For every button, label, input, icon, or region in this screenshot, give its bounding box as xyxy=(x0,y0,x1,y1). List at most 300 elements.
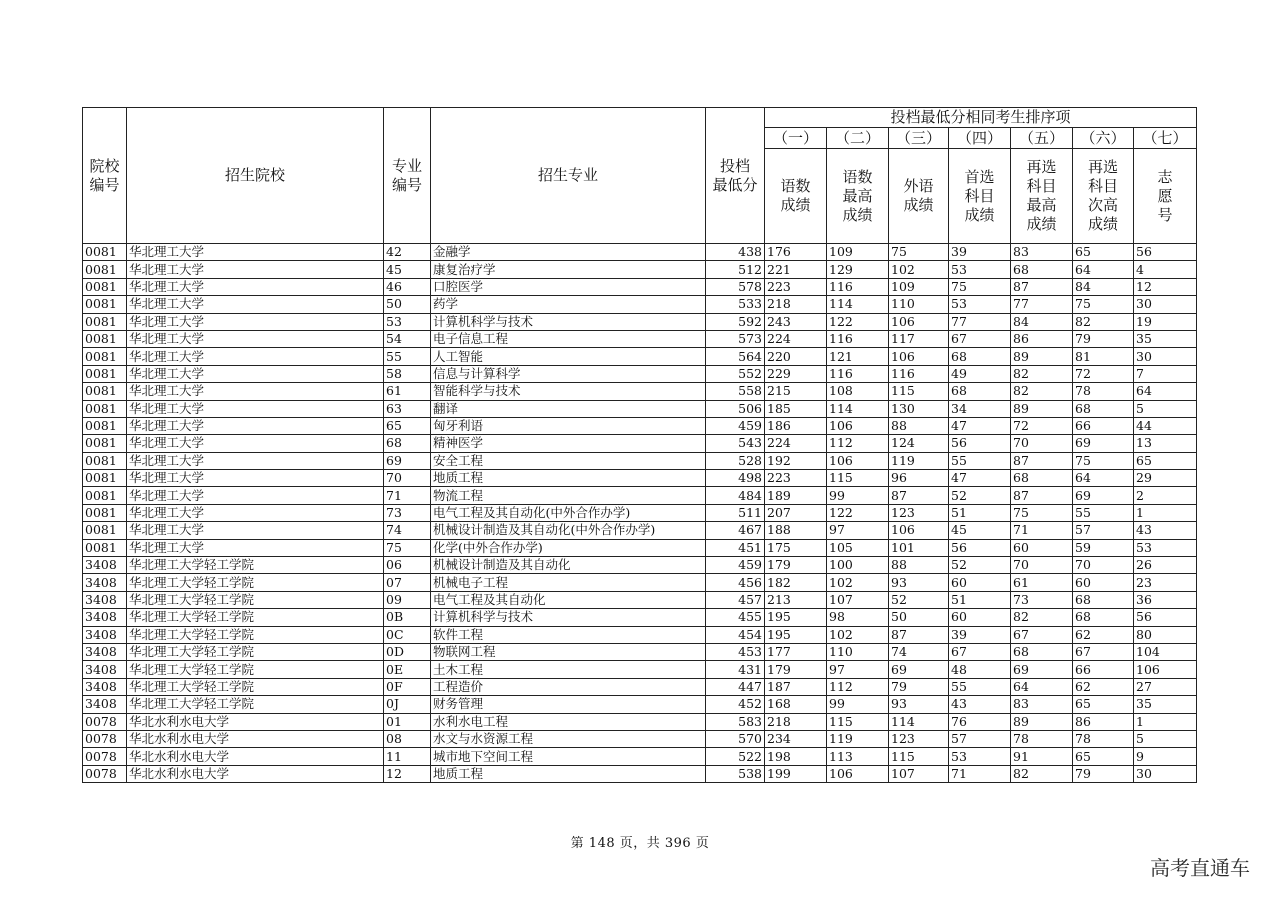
preference-number-cell: 64 xyxy=(1134,383,1197,400)
major-name-cell: 计算机科学与技术 xyxy=(431,313,706,330)
table-row xyxy=(83,609,1197,626)
reselect-second-cell: 57 xyxy=(1073,522,1134,539)
major-name-cell: 城市地下空间工程 xyxy=(431,748,706,765)
chinese-math-max-cell: 99 xyxy=(827,696,889,713)
chinese-math-cell: 234 xyxy=(765,730,827,747)
preference-number-cell: 27 xyxy=(1134,678,1197,695)
reselect-second-cell: 66 xyxy=(1073,661,1134,678)
reselect-highest-cell: 83 xyxy=(1011,244,1073,261)
major-code-cell: 73 xyxy=(384,504,431,521)
reselect-second-cell: 67 xyxy=(1073,643,1134,660)
header-ranking-group-title: 投档最低分相同考生排序项 xyxy=(765,108,1197,128)
first-choice-cell: 47 xyxy=(949,470,1011,487)
major-name-cell: 智能科学与技术 xyxy=(431,383,706,400)
chinese-math-cell: 192 xyxy=(765,452,827,469)
min-score-cell: 447 xyxy=(706,678,765,695)
school-code-cell: 0081 xyxy=(83,522,127,539)
school-name-cell: 华北理工大学 xyxy=(127,522,384,539)
first-choice-cell: 75 xyxy=(949,278,1011,295)
chinese-math-cell: 218 xyxy=(765,713,827,730)
foreign-language-cell: 75 xyxy=(889,244,949,261)
major-code-cell: 0E xyxy=(384,661,431,678)
header-first-choice-subject: 首选 科目 成绩 xyxy=(949,149,1011,244)
reselect-second-cell: 69 xyxy=(1073,487,1134,504)
major-name-cell: 工程造价 xyxy=(431,678,706,695)
preference-number-cell: 104 xyxy=(1134,643,1197,660)
chinese-math-max-cell: 116 xyxy=(827,365,889,382)
major-code-cell: 01 xyxy=(384,713,431,730)
table-row xyxy=(83,574,1197,591)
reselect-second-cell: 75 xyxy=(1073,296,1134,313)
preference-number-cell: 12 xyxy=(1134,278,1197,295)
table-row xyxy=(83,661,1197,678)
min-score-cell: 459 xyxy=(706,417,765,434)
reselect-highest-cell: 82 xyxy=(1011,609,1073,626)
reselect-highest-cell: 82 xyxy=(1011,765,1073,782)
header-chinese-math-score: 语数 成绩 xyxy=(765,149,827,244)
table-row xyxy=(83,330,1197,347)
header-major-code: 专业 编号 xyxy=(384,108,431,244)
school-code-cell: 0078 xyxy=(83,748,127,765)
foreign-language-cell: 109 xyxy=(889,278,949,295)
table-row xyxy=(83,365,1197,382)
school-name-cell: 华北理工大学 xyxy=(127,504,384,521)
school-code-cell: 0081 xyxy=(83,278,127,295)
preference-number-cell: 13 xyxy=(1134,435,1197,452)
table-row xyxy=(83,452,1197,469)
reselect-highest-cell: 87 xyxy=(1011,487,1073,504)
table-row xyxy=(83,487,1197,504)
table-row xyxy=(83,591,1197,608)
preference-number-cell: 80 xyxy=(1134,626,1197,643)
reselect-highest-cell: 72 xyxy=(1011,417,1073,434)
major-name-cell: 人工智能 xyxy=(431,348,706,365)
major-code-cell: 58 xyxy=(384,365,431,382)
reselect-highest-cell: 71 xyxy=(1011,522,1073,539)
table-row xyxy=(83,678,1197,695)
chinese-math-cell: 223 xyxy=(765,470,827,487)
table-row xyxy=(83,713,1197,730)
chinese-math-max-cell: 113 xyxy=(827,748,889,765)
reselect-highest-cell: 68 xyxy=(1011,643,1073,660)
major-name-cell: 金融学 xyxy=(431,244,706,261)
major-name-cell: 物联网工程 xyxy=(431,643,706,660)
preference-number-cell: 106 xyxy=(1134,661,1197,678)
school-code-cell: 0081 xyxy=(83,487,127,504)
chinese-math-max-cell: 114 xyxy=(827,400,889,417)
min-score-cell: 522 xyxy=(706,748,765,765)
major-code-cell: 74 xyxy=(384,522,431,539)
first-choice-cell: 39 xyxy=(949,244,1011,261)
first-choice-cell: 47 xyxy=(949,417,1011,434)
reselect-highest-cell: 68 xyxy=(1011,261,1073,278)
preference-number-cell: 65 xyxy=(1134,452,1197,469)
major-name-cell: 康复治疗学 xyxy=(431,261,706,278)
major-name-cell: 安全工程 xyxy=(431,452,706,469)
school-name-cell: 华北理工大学 xyxy=(127,244,384,261)
chinese-math-cell: 189 xyxy=(765,487,827,504)
min-score-cell: 570 xyxy=(706,730,765,747)
chinese-math-cell: 182 xyxy=(765,574,827,591)
major-name-cell: 软件工程 xyxy=(431,626,706,643)
foreign-language-cell: 106 xyxy=(889,522,949,539)
school-code-cell: 0081 xyxy=(83,244,127,261)
school-name-cell: 华北理工大学 xyxy=(127,348,384,365)
reselect-second-cell: 84 xyxy=(1073,278,1134,295)
chinese-math-cell: 215 xyxy=(765,383,827,400)
reselect-second-cell: 55 xyxy=(1073,504,1134,521)
first-choice-cell: 56 xyxy=(949,435,1011,452)
major-name-cell: 电子信息工程 xyxy=(431,330,706,347)
chinese-math-cell: 176 xyxy=(765,244,827,261)
school-name-cell: 华北理工大学 xyxy=(127,470,384,487)
reselect-second-cell: 69 xyxy=(1073,435,1134,452)
foreign-language-cell: 114 xyxy=(889,713,949,730)
header-preference-number: 志 愿 号 xyxy=(1134,149,1197,244)
table-row xyxy=(83,261,1197,278)
foreign-language-cell: 124 xyxy=(889,435,949,452)
chinese-math-max-cell: 107 xyxy=(827,591,889,608)
reselect-highest-cell: 64 xyxy=(1011,678,1073,695)
school-name-cell: 华北理工大学轻工学院 xyxy=(127,557,384,574)
school-name-cell: 华北水利水电大学 xyxy=(127,713,384,730)
reselect-highest-cell: 89 xyxy=(1011,713,1073,730)
major-code-cell: 53 xyxy=(384,313,431,330)
major-name-cell: 地质工程 xyxy=(431,470,706,487)
table-row xyxy=(83,296,1197,313)
reselect-second-cell: 65 xyxy=(1073,696,1134,713)
min-score-cell: 506 xyxy=(706,400,765,417)
reselect-second-cell: 72 xyxy=(1073,365,1134,382)
reselect-second-cell: 79 xyxy=(1073,765,1134,782)
school-code-cell: 0081 xyxy=(83,261,127,278)
reselect-second-cell: 68 xyxy=(1073,591,1134,608)
major-code-cell: 42 xyxy=(384,244,431,261)
foreign-language-cell: 88 xyxy=(889,557,949,574)
major-code-cell: 46 xyxy=(384,278,431,295)
table-row xyxy=(83,504,1197,521)
chinese-math-cell: 224 xyxy=(765,435,827,452)
reselect-second-cell: 79 xyxy=(1073,330,1134,347)
first-choice-cell: 76 xyxy=(949,713,1011,730)
first-choice-cell: 67 xyxy=(949,643,1011,660)
major-name-cell: 信息与计算科学 xyxy=(431,365,706,382)
school-name-cell: 华北理工大学轻工学院 xyxy=(127,661,384,678)
table-row xyxy=(83,435,1197,452)
chinese-math-cell: 179 xyxy=(765,661,827,678)
school-name-cell: 华北理工大学轻工学院 xyxy=(127,696,384,713)
first-choice-cell: 51 xyxy=(949,591,1011,608)
chinese-math-max-cell: 99 xyxy=(827,487,889,504)
admission-score-table xyxy=(82,107,1197,783)
chinese-math-cell: 218 xyxy=(765,296,827,313)
header-reselect-highest: 再选 科目 最高 成绩 xyxy=(1011,149,1073,244)
chinese-math-cell: 186 xyxy=(765,417,827,434)
major-name-cell: 药学 xyxy=(431,296,706,313)
first-choice-cell: 68 xyxy=(949,383,1011,400)
major-name-cell: 水文与水资源工程 xyxy=(431,730,706,747)
preference-number-cell: 26 xyxy=(1134,557,1197,574)
header-rank-7: （七） xyxy=(1134,128,1197,149)
table-row xyxy=(83,748,1197,765)
min-score-cell: 583 xyxy=(706,713,765,730)
header-rank-1: （一） xyxy=(765,128,827,149)
header-rank-3: （三） xyxy=(889,128,949,149)
preference-number-cell: 4 xyxy=(1134,261,1197,278)
first-choice-cell: 48 xyxy=(949,661,1011,678)
school-name-cell: 华北理工大学 xyxy=(127,487,384,504)
reselect-highest-cell: 89 xyxy=(1011,400,1073,417)
preference-number-cell: 43 xyxy=(1134,522,1197,539)
preference-number-cell: 44 xyxy=(1134,417,1197,434)
header-chinese-math-max: 语数 最高 成绩 xyxy=(827,149,889,244)
major-name-cell: 水利水电工程 xyxy=(431,713,706,730)
major-code-cell: 45 xyxy=(384,261,431,278)
header-school-name: 招生院校 xyxy=(127,108,384,244)
school-code-cell: 0081 xyxy=(83,504,127,521)
chinese-math-max-cell: 102 xyxy=(827,626,889,643)
reselect-highest-cell: 86 xyxy=(1011,330,1073,347)
first-choice-cell: 39 xyxy=(949,626,1011,643)
min-score-cell: 512 xyxy=(706,261,765,278)
school-name-cell: 华北理工大学 xyxy=(127,435,384,452)
major-code-cell: 11 xyxy=(384,748,431,765)
chinese-math-max-cell: 122 xyxy=(827,313,889,330)
reselect-highest-cell: 75 xyxy=(1011,504,1073,521)
chinese-math-max-cell: 105 xyxy=(827,539,889,556)
preference-number-cell: 2 xyxy=(1134,487,1197,504)
school-name-cell: 华北理工大学 xyxy=(127,330,384,347)
major-code-cell: 61 xyxy=(384,383,431,400)
chinese-math-cell: 224 xyxy=(765,330,827,347)
major-code-cell: 63 xyxy=(384,400,431,417)
min-score-cell: 592 xyxy=(706,313,765,330)
table-row xyxy=(83,696,1197,713)
chinese-math-cell: 223 xyxy=(765,278,827,295)
reselect-second-cell: 65 xyxy=(1073,748,1134,765)
chinese-math-max-cell: 106 xyxy=(827,417,889,434)
first-choice-cell: 67 xyxy=(949,330,1011,347)
school-code-cell: 0081 xyxy=(83,452,127,469)
chinese-math-cell: 243 xyxy=(765,313,827,330)
reselect-highest-cell: 82 xyxy=(1011,383,1073,400)
page-footer: 第 148 页，共 396 页 xyxy=(570,836,710,851)
reselect-highest-cell: 84 xyxy=(1011,313,1073,330)
min-score-cell: 451 xyxy=(706,539,765,556)
foreign-language-cell: 93 xyxy=(889,574,949,591)
chinese-math-cell: 187 xyxy=(765,678,827,695)
preference-number-cell: 30 xyxy=(1134,296,1197,313)
school-name-cell: 华北理工大学轻工学院 xyxy=(127,574,384,591)
chinese-math-max-cell: 97 xyxy=(827,661,889,678)
foreign-language-cell: 107 xyxy=(889,765,949,782)
major-name-cell: 电气工程及其自动化(中外合作办学) xyxy=(431,504,706,521)
reselect-highest-cell: 68 xyxy=(1011,470,1073,487)
reselect-highest-cell: 70 xyxy=(1011,557,1073,574)
header-reselect-second: 再选 科目 次高 成绩 xyxy=(1073,149,1134,244)
reselect-highest-cell: 82 xyxy=(1011,365,1073,382)
school-name-cell: 华北理工大学 xyxy=(127,296,384,313)
chinese-math-cell: 221 xyxy=(765,261,827,278)
min-score-cell: 543 xyxy=(706,435,765,452)
major-name-cell: 土木工程 xyxy=(431,661,706,678)
school-name-cell: 华北理工大学 xyxy=(127,278,384,295)
chinese-math-max-cell: 97 xyxy=(827,522,889,539)
foreign-language-cell: 123 xyxy=(889,730,949,747)
table-row xyxy=(83,557,1197,574)
first-choice-cell: 53 xyxy=(949,748,1011,765)
table-row xyxy=(83,383,1197,400)
foreign-language-cell: 115 xyxy=(889,748,949,765)
reselect-second-cell: 62 xyxy=(1073,626,1134,643)
table-row xyxy=(83,626,1197,643)
chinese-math-max-cell: 109 xyxy=(827,244,889,261)
major-code-cell: 0B xyxy=(384,609,431,626)
reselect-second-cell: 66 xyxy=(1073,417,1134,434)
major-code-cell: 0C xyxy=(384,626,431,643)
first-choice-cell: 57 xyxy=(949,730,1011,747)
major-name-cell: 匈牙利语 xyxy=(431,417,706,434)
min-score-cell: 528 xyxy=(706,452,765,469)
major-code-cell: 68 xyxy=(384,435,431,452)
major-code-cell: 0J xyxy=(384,696,431,713)
school-name-cell: 华北水利水电大学 xyxy=(127,748,384,765)
chinese-math-max-cell: 116 xyxy=(827,278,889,295)
foreign-language-cell: 106 xyxy=(889,313,949,330)
min-score-cell: 455 xyxy=(706,609,765,626)
min-score-cell: 484 xyxy=(706,487,765,504)
first-choice-cell: 49 xyxy=(949,365,1011,382)
table-header xyxy=(83,108,1197,244)
chinese-math-max-cell: 114 xyxy=(827,296,889,313)
table-row xyxy=(83,417,1197,434)
school-name-cell: 华北水利水电大学 xyxy=(127,730,384,747)
first-choice-cell: 53 xyxy=(949,261,1011,278)
foreign-language-cell: 52 xyxy=(889,591,949,608)
preference-number-cell: 30 xyxy=(1134,765,1197,782)
foreign-language-cell: 74 xyxy=(889,643,949,660)
first-choice-cell: 55 xyxy=(949,452,1011,469)
min-score-cell: 438 xyxy=(706,244,765,261)
foreign-language-cell: 50 xyxy=(889,609,949,626)
major-name-cell: 机械电子工程 xyxy=(431,574,706,591)
watermark-logo-text: 高考直通车 xyxy=(1150,856,1250,880)
table-body xyxy=(83,244,1197,783)
major-name-cell: 地质工程 xyxy=(431,765,706,782)
header-rank-2: （二） xyxy=(827,128,889,149)
chinese-math-max-cell: 108 xyxy=(827,383,889,400)
header-rank-5: （五） xyxy=(1011,128,1073,149)
major-name-cell: 化学(中外合作办学) xyxy=(431,539,706,556)
first-choice-cell: 34 xyxy=(949,400,1011,417)
admission-table-container xyxy=(82,107,1196,783)
school-name-cell: 华北理工大学轻工学院 xyxy=(127,609,384,626)
reselect-second-cell: 68 xyxy=(1073,400,1134,417)
foreign-language-cell: 119 xyxy=(889,452,949,469)
reselect-highest-cell: 87 xyxy=(1011,452,1073,469)
chinese-math-cell: 195 xyxy=(765,626,827,643)
reselect-second-cell: 70 xyxy=(1073,557,1134,574)
first-choice-cell: 77 xyxy=(949,313,1011,330)
first-choice-cell: 55 xyxy=(949,678,1011,695)
school-code-cell: 3408 xyxy=(83,557,127,574)
table-row xyxy=(83,522,1197,539)
min-score-cell: 431 xyxy=(706,661,765,678)
school-name-cell: 华北理工大学轻工学院 xyxy=(127,591,384,608)
major-code-cell: 65 xyxy=(384,417,431,434)
reselect-second-cell: 60 xyxy=(1073,574,1134,591)
first-choice-cell: 52 xyxy=(949,487,1011,504)
major-name-cell: 计算机科学与技术 xyxy=(431,609,706,626)
chinese-math-cell: 188 xyxy=(765,522,827,539)
chinese-math-max-cell: 115 xyxy=(827,470,889,487)
school-code-cell: 0078 xyxy=(83,713,127,730)
school-name-cell: 华北理工大学 xyxy=(127,417,384,434)
preference-number-cell: 35 xyxy=(1134,696,1197,713)
table-row xyxy=(83,348,1197,365)
reselect-second-cell: 75 xyxy=(1073,452,1134,469)
preference-number-cell: 5 xyxy=(1134,730,1197,747)
chinese-math-cell: 198 xyxy=(765,748,827,765)
school-code-cell: 0081 xyxy=(83,348,127,365)
chinese-math-max-cell: 116 xyxy=(827,330,889,347)
header-foreign-language-score: 外语 成绩 xyxy=(889,149,949,244)
min-score-cell: 538 xyxy=(706,765,765,782)
chinese-math-cell: 213 xyxy=(765,591,827,608)
min-score-cell: 564 xyxy=(706,348,765,365)
min-score-cell: 456 xyxy=(706,574,765,591)
preference-number-cell: 35 xyxy=(1134,330,1197,347)
min-score-cell: 552 xyxy=(706,365,765,382)
chinese-math-max-cell: 112 xyxy=(827,678,889,695)
school-code-cell: 3408 xyxy=(83,696,127,713)
major-name-cell: 财务管理 xyxy=(431,696,706,713)
reselect-second-cell: 64 xyxy=(1073,261,1134,278)
major-code-cell: 69 xyxy=(384,452,431,469)
reselect-second-cell: 59 xyxy=(1073,539,1134,556)
min-score-cell: 511 xyxy=(706,504,765,521)
reselect-highest-cell: 91 xyxy=(1011,748,1073,765)
foreign-language-cell: 106 xyxy=(889,348,949,365)
chinese-math-max-cell: 98 xyxy=(827,609,889,626)
chinese-math-cell: 229 xyxy=(765,365,827,382)
school-code-cell: 0081 xyxy=(83,313,127,330)
school-code-cell: 0081 xyxy=(83,330,127,347)
school-code-cell: 0081 xyxy=(83,296,127,313)
reselect-highest-cell: 89 xyxy=(1011,348,1073,365)
chinese-math-cell: 220 xyxy=(765,348,827,365)
major-code-cell: 54 xyxy=(384,330,431,347)
major-name-cell: 精神医学 xyxy=(431,435,706,452)
school-code-cell: 0081 xyxy=(83,435,127,452)
foreign-language-cell: 88 xyxy=(889,417,949,434)
min-score-cell: 457 xyxy=(706,591,765,608)
school-code-cell: 0081 xyxy=(83,383,127,400)
reselect-highest-cell: 60 xyxy=(1011,539,1073,556)
preference-number-cell: 56 xyxy=(1134,244,1197,261)
reselect-second-cell: 68 xyxy=(1073,609,1134,626)
reselect-second-cell: 81 xyxy=(1073,348,1134,365)
reselect-second-cell: 62 xyxy=(1073,678,1134,695)
header-school-code: 院校 编号 xyxy=(83,108,127,244)
min-score-cell: 498 xyxy=(706,470,765,487)
preference-number-cell: 23 xyxy=(1134,574,1197,591)
school-name-cell: 华北理工大学 xyxy=(127,400,384,417)
school-name-cell: 华北水利水电大学 xyxy=(127,765,384,782)
foreign-language-cell: 101 xyxy=(889,539,949,556)
preference-number-cell: 7 xyxy=(1134,365,1197,382)
major-code-cell: 06 xyxy=(384,557,431,574)
